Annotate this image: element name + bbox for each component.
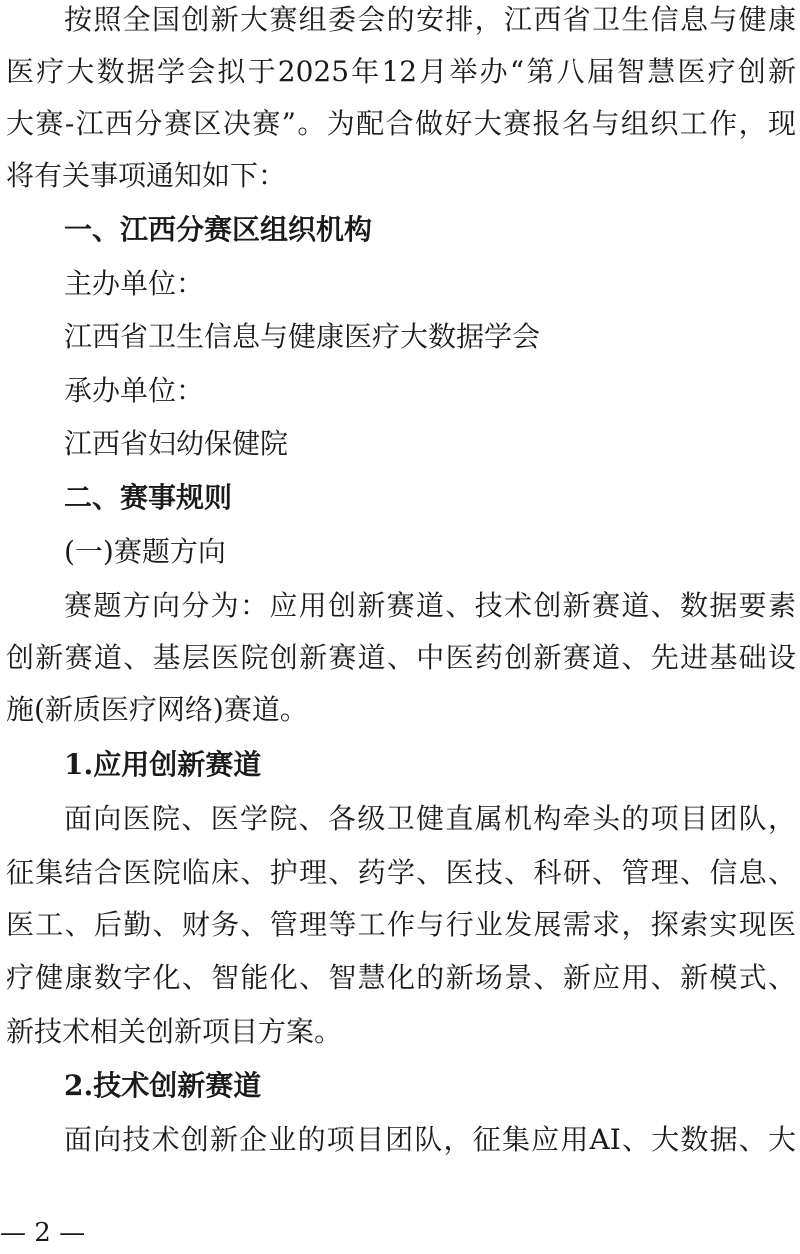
intro-line-1: 按照全国创新大赛组委会的安排，江西省卫生信息与健康 [64, 3, 796, 36]
track2-line-1: 面向技术创新企业的项目团队，征集应用AI、大数据、大 [64, 1123, 796, 1156]
section2-heading: 二、赛事规则 [64, 481, 233, 514]
direction-line-1: 赛题方向分为：应用创新赛道、技术创新赛道、数据要素 [64, 589, 796, 622]
direction-line-3: 施(新质医疗网络)赛道。 [6, 693, 308, 726]
track1-line-1: 面向医院、医学院、各级卫健直属机构牵头的项目团队， [64, 802, 796, 835]
page-number: — 2 — [0, 1218, 86, 1248]
organizer-label: 承办单位： [64, 374, 205, 407]
track1-line-4: 疗健康数字化、智能化、智慧化的新场景、新应用、新模式、 [6, 961, 796, 994]
track1-heading: 1.应用创新赛道 [64, 748, 262, 781]
host-label: 主办单位： [64, 267, 205, 300]
organizer-value: 江西省妇幼保健院 [64, 427, 289, 460]
subsection1-heading: (一)赛题方向 [64, 535, 226, 568]
track1-line-2: 征集结合医院临床、护理、药学、医技、科研、管理、信息、 [6, 856, 796, 889]
track2-heading: 2.技术创新赛道 [64, 1069, 262, 1102]
host-value: 江西省卫生信息与健康医疗大数据学会 [64, 320, 541, 353]
direction-line-2: 创新赛道、基层医院创新赛道、中医药创新赛道、先进基础设 [6, 641, 796, 674]
intro-line-4: 将有关事项通知如下： [6, 159, 287, 192]
track1-line-3: 医工、后勤、财务、管理等工作与行业发展需求，探索实现医 [6, 908, 796, 941]
intro-line-2: 医疗大数据学会拟于2025年12月举办“第八届智慧医疗创新 [6, 55, 796, 88]
intro-line-3: 大赛-江西分赛区决赛”。为配合做好大赛报名与组织工作，现 [6, 107, 796, 140]
section1-heading: 一、江西分赛区组织机构 [64, 213, 373, 246]
track1-line-5: 新技术相关创新项目方案。 [6, 1015, 343, 1048]
